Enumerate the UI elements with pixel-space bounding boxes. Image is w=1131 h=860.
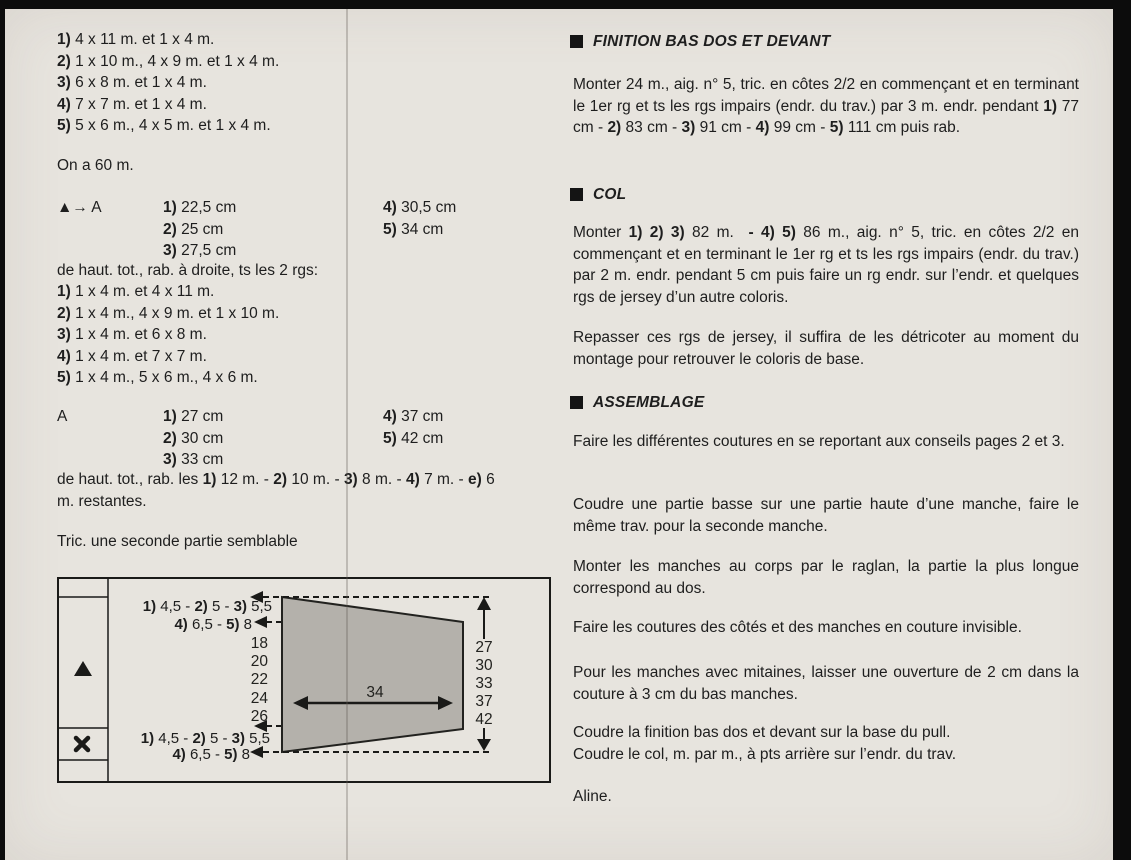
second-piece-note: Tric. une seconde partie semblable [57, 533, 298, 550]
a-marker-label: A [57, 408, 68, 425]
section-heading-col [570, 184, 626, 206]
a-heights-col2 [383, 406, 443, 449]
assemblage-paragraph-5: Pour les manches avec mitaines, laisser une ouverture de 2 cm dans la couture à 3 cm du bas manches. [573, 664, 1079, 703]
total-height-value: 37 [475, 693, 493, 710]
bottom-shaping-label-line1: 1) 4,5 - 2) 5 - 3) 5,5 [140, 730, 270, 747]
pattern-line: 3) 1 x 4 m. et 6 x 8 m. [57, 326, 207, 343]
pattern-line: 3) 6 x 8 m. et 1 x 4 m. [57, 74, 207, 91]
raglan-marker-label: ▲→ A [57, 199, 102, 216]
side-width-value: 18 [250, 635, 268, 652]
triangle-marker-icon [74, 661, 92, 676]
assemblage-paragraph-4: Faire les coutures des côtés et des manches en couture invisible. [573, 619, 1022, 636]
height-value: 2) 25 cm [163, 220, 224, 238]
side-width-value: 24 [250, 690, 268, 707]
height-value: 1) 27 cm [163, 408, 224, 425]
height-value: 5) 34 cm [383, 220, 444, 238]
stitch-total-note: On a 60 m. [57, 157, 134, 174]
raglan-instruction: de haut. tot., rab. à droite, ts les 2 rgs: [57, 262, 319, 279]
side-width-value: 26 [250, 708, 268, 725]
pattern-line: 1) 4 x 11 m. et 1 x 4 m. [57, 31, 215, 48]
height-value: 2) 30 cm [163, 429, 224, 447]
heading-square-icon [570, 396, 583, 409]
total-height-value: 33 [475, 675, 493, 692]
pattern-line: 5) 1 x 4 m., 5 x 6 m., 4 x 6 m. [57, 369, 258, 386]
side-width-value: 20 [250, 653, 268, 670]
side-width-value: 22 [250, 671, 268, 688]
heading-square-icon [570, 188, 583, 201]
pattern-line: Coudre le col, m. par m., à pts arrière sur l’endr. du trav. [573, 745, 957, 763]
section-heading-assemblage [570, 392, 704, 414]
bottom-shaping-label-line2: 4) 6,5 - 5) 8 [172, 746, 250, 763]
height-value: 4) 30,5 cm [383, 199, 457, 216]
height-value: 5) 42 cm [383, 429, 444, 447]
height-value: 3) 33 cm [163, 451, 224, 468]
raglan-heights-col2 [383, 197, 456, 240]
pattern-line: Coudre la finition bas dos et devant sur la base du pull. [573, 724, 951, 741]
a-heights-col1 [163, 406, 223, 471]
pattern-line: 2) 1 x 4 m., 4 x 9 m. et 1 x 10 m. [57, 304, 280, 322]
heading-text: FINITION BAS DOS ET DEVANT [593, 33, 831, 50]
height-value: 3) 27,5 cm [163, 242, 237, 259]
col-paragraph-2: Repasser ces rgs de jersey, il suffira de les détricoter au moment du montage pour retrouver le coloris de base. [573, 329, 1079, 368]
pattern-line: de haut. tot., rab. les 1) 12 m. - 2) 10 m. - 3) 8 m. - 4) 7 m. - e) 6 [57, 471, 495, 488]
assemblage-paragraph-3: Monter les manches au corps par le raglan, la partie la plus longue correspond au dos. [573, 558, 1079, 597]
total-height-value: 27 [475, 639, 493, 656]
assemblage-paragraph-2: Coudre une partie basse sur une partie haute d’une manche, faire le même trav. pour la seconde manche. [573, 496, 1079, 535]
heading-text: ASSEMBLAGE [593, 394, 705, 411]
length-value: 34 [366, 684, 384, 701]
pattern-line: 5) 5 x 6 m., 4 x 5 m. et 1 x 4 m. [57, 117, 271, 134]
top-shaping-label-line1: 1) 4,5 - 2) 5 - 3) 5,5 [142, 598, 272, 615]
pattern-line: m. restantes. [57, 492, 147, 510]
sleeve-shape [282, 597, 463, 752]
heading-square-icon [570, 35, 583, 48]
total-height-value: 30 [475, 657, 493, 674]
pattern-line: 4) 1 x 4 m. et 7 x 7 m. [57, 347, 207, 365]
pattern-line: 1) 1 x 4 m. et 4 x 11 m. [57, 283, 215, 300]
finition-paragraph: Monter 24 m., aig. n° 5, tric. en côtes 2/2 en commençant et en terminant le 1er rg et ts les rgs impairs (endr. du trav.) par 3 m. endr. pendant 1) 77 cm - 2) 83 cm - 3) 91 cm - 4) 99 cm - 5) 111 cm puis rab. [573, 76, 1079, 136]
height-value: 1) 22,5 cm [163, 199, 237, 216]
col-paragraph-1: Monter 1) 2) 3) 82 m. - 4) 5) 86 m., aig. n° 5, tric. en côtes 2/2 en commençant et en terminant le 1er rg et ts les rgs impairs (endr. du trav.) par 2 m. endr. pendant 5 cm puis faire un rg endr. sur l’endr. et quelques rgs de jersey d’un autre coloris. [573, 224, 1079, 306]
a-instruction [57, 469, 495, 512]
pattern-line: 4) 7 x 7 m. et 1 x 4 m. [57, 95, 207, 113]
assemblage-paragraph-6 [573, 722, 1079, 765]
cast-off-sequence-list [57, 29, 279, 137]
top-shaping-label-line2: 4) 6,5 - 5) 8 [174, 616, 252, 633]
raglan-heights-col1 [163, 197, 236, 262]
raglan-cast-off-list [57, 281, 279, 389]
heading-text: COL [593, 186, 627, 203]
total-height-value: 42 [475, 711, 493, 728]
section-heading-finition [570, 31, 830, 53]
height-value: 4) 37 cm [383, 408, 444, 425]
fold-line [346, 9, 348, 860]
assemblage-paragraph-1: Faire les différentes coutures en se reportant aux conseils pages 2 et 3. [573, 433, 1065, 450]
signature: Aline. [573, 788, 612, 805]
pattern-line: 2) 1 x 10 m., 4 x 9 m. et 1 x 4 m. [57, 52, 280, 70]
